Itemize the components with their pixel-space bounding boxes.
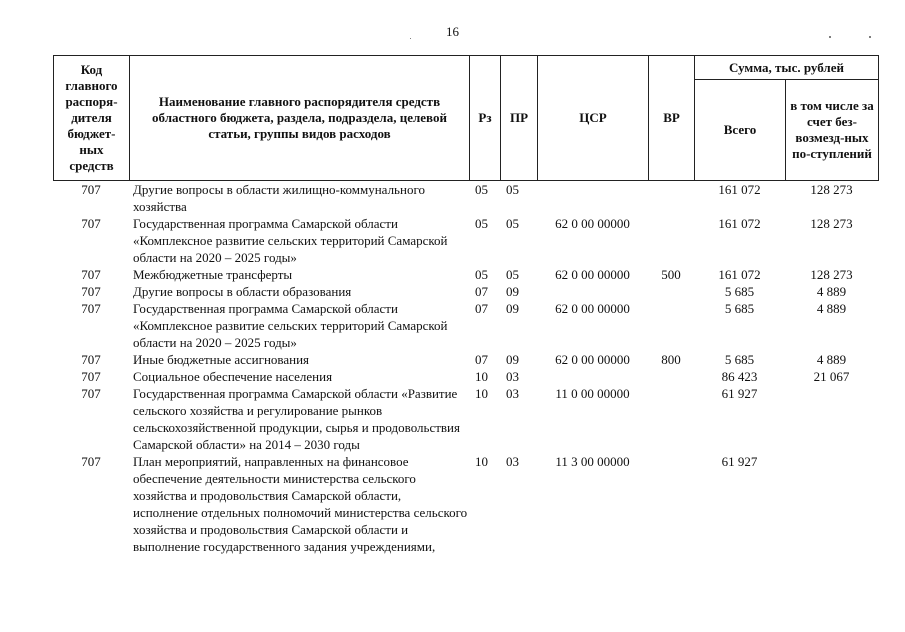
header-sum: Сумма, тыс. рублей <box>695 56 879 80</box>
table-row <box>53 266 878 283</box>
header-vr: ВР <box>649 56 695 181</box>
row-free: 128 273 <box>810 182 853 197</box>
row-name: Социальное обеспечение населения <box>133 369 333 384</box>
row-pr: 09 <box>506 301 519 316</box>
row-rz: 07 <box>475 352 488 367</box>
row-csr <box>537 283 648 300</box>
row-vr <box>648 215 694 266</box>
row-vr <box>648 181 694 215</box>
row-vr <box>648 453 694 555</box>
header-free: в том числе за счет без-возмезд-ных по-ступлений <box>786 80 879 181</box>
row-pr: 05 <box>506 267 519 282</box>
row-pr: 09 <box>506 284 519 299</box>
row-code: 707 <box>81 352 101 367</box>
row-code: 707 <box>81 216 101 231</box>
row-rz: 05 <box>475 216 488 231</box>
row-free: 21 067 <box>813 369 850 384</box>
header-rz: Рз <box>470 56 501 181</box>
row-pr: 05 <box>506 216 519 231</box>
row-free: 4 889 <box>816 284 847 299</box>
table-row <box>53 368 878 385</box>
row-total: 161 072 <box>718 267 761 282</box>
row-free: 4 889 <box>816 301 847 316</box>
row-code: 707 <box>81 182 101 197</box>
page-number: 16 <box>446 24 459 39</box>
header-csr: ЦСР <box>538 56 649 181</box>
row-pr: 05 <box>506 182 519 197</box>
row-rz: 10 <box>475 386 488 401</box>
row-vr <box>648 385 694 453</box>
table-row <box>53 351 878 368</box>
table-header <box>53 55 879 181</box>
row-code: 707 <box>81 369 101 384</box>
table-row <box>53 453 878 555</box>
row-csr: 62 0 00 00000 <box>555 267 630 282</box>
row-free <box>785 385 878 453</box>
row-name: Другие вопросы в области жилищно-коммунального хозяйства <box>133 182 425 214</box>
row-csr: 11 3 00 00000 <box>555 454 630 469</box>
scan-speck <box>410 38 411 39</box>
row-total: 61 927 <box>721 454 758 469</box>
row-csr: 62 0 00 00000 <box>555 216 630 231</box>
row-csr: 62 0 00 00000 <box>555 352 630 367</box>
row-total: 161 072 <box>718 216 761 231</box>
row-vr <box>648 283 694 300</box>
row-name: Государственная программа Самарской области «Комплексное развитие сельских территорий Самарской области на 2020 – 2025 годы» <box>133 301 448 350</box>
row-code: 707 <box>81 386 101 401</box>
row-rz: 10 <box>475 454 488 469</box>
header-name: Наименование главного распорядителя средств областного бюджета, раздела, подраздела, целевой статьи, группы видов расходов <box>130 56 470 181</box>
header-code: Код главного распоря-дителя бюджет-ных средств <box>54 56 130 181</box>
row-name: Иные бюджетные ассигнования <box>133 352 310 367</box>
row-csr: 62 0 00 00000 <box>555 301 630 316</box>
row-free: 128 273 <box>810 267 853 282</box>
row-rz: 07 <box>475 301 488 316</box>
table-row <box>53 215 878 266</box>
row-pr: 03 <box>506 386 519 401</box>
row-pr: 09 <box>506 352 519 367</box>
row-name: Государственная программа Самарской области «Развитие сельского хозяйства и регулирование рынков сельскохозяйственной продукции, сырья и продовольствия Самарской области» на 2014 – 2030 годы <box>133 386 460 452</box>
row-code: 707 <box>81 284 101 299</box>
scan-speck <box>869 36 871 38</box>
row-code: 707 <box>81 454 101 469</box>
row-total: 61 927 <box>721 386 758 401</box>
row-code: 707 <box>81 267 101 282</box>
row-total: 161 072 <box>718 182 761 197</box>
row-total: 86 423 <box>721 369 758 384</box>
scan-speck <box>829 36 831 38</box>
row-csr: 11 0 00 00000 <box>555 386 630 401</box>
row-total: 5 685 <box>724 301 755 316</box>
row-name: Государственная программа Самарской области «Комплексное развитие сельских территорий Самарской области на 2020 – 2025 годы» <box>133 216 448 265</box>
row-rz: 05 <box>475 182 488 197</box>
row-vr <box>648 368 694 385</box>
row-free: 128 273 <box>810 216 853 231</box>
row-free <box>785 453 878 555</box>
row-csr <box>537 368 648 385</box>
budget-table <box>53 181 878 555</box>
row-free: 4 889 <box>816 352 847 367</box>
row-name: Межбюджетные трансферты <box>133 267 293 282</box>
header-pr: ПР <box>501 56 538 181</box>
row-vr: 500 <box>661 267 681 282</box>
table-row <box>53 283 878 300</box>
table-row <box>53 385 878 453</box>
row-pr: 03 <box>506 369 519 384</box>
row-pr: 03 <box>506 454 519 469</box>
row-name: Другие вопросы в области образования <box>133 284 352 299</box>
row-rz: 10 <box>475 369 488 384</box>
table-row <box>53 300 878 351</box>
row-rz: 07 <box>475 284 488 299</box>
header-total: Всего <box>695 80 786 181</box>
row-rz: 05 <box>475 267 488 282</box>
row-total: 5 685 <box>724 352 755 367</box>
row-vr: 800 <box>661 352 681 367</box>
row-total: 5 685 <box>724 284 755 299</box>
row-csr <box>537 181 648 215</box>
row-code: 707 <box>81 301 101 316</box>
row-vr <box>648 300 694 351</box>
table-row <box>53 181 878 215</box>
row-name: План мероприятий, направленных на финансовое обеспечение деятельности министерства сельского хозяйства и продовольствия Самарской области, исполнение отдельных полномочий министерства сельского хозяйства и продовольствия Самарской области и выполнение государственного задания учреждениями, <box>133 454 468 554</box>
